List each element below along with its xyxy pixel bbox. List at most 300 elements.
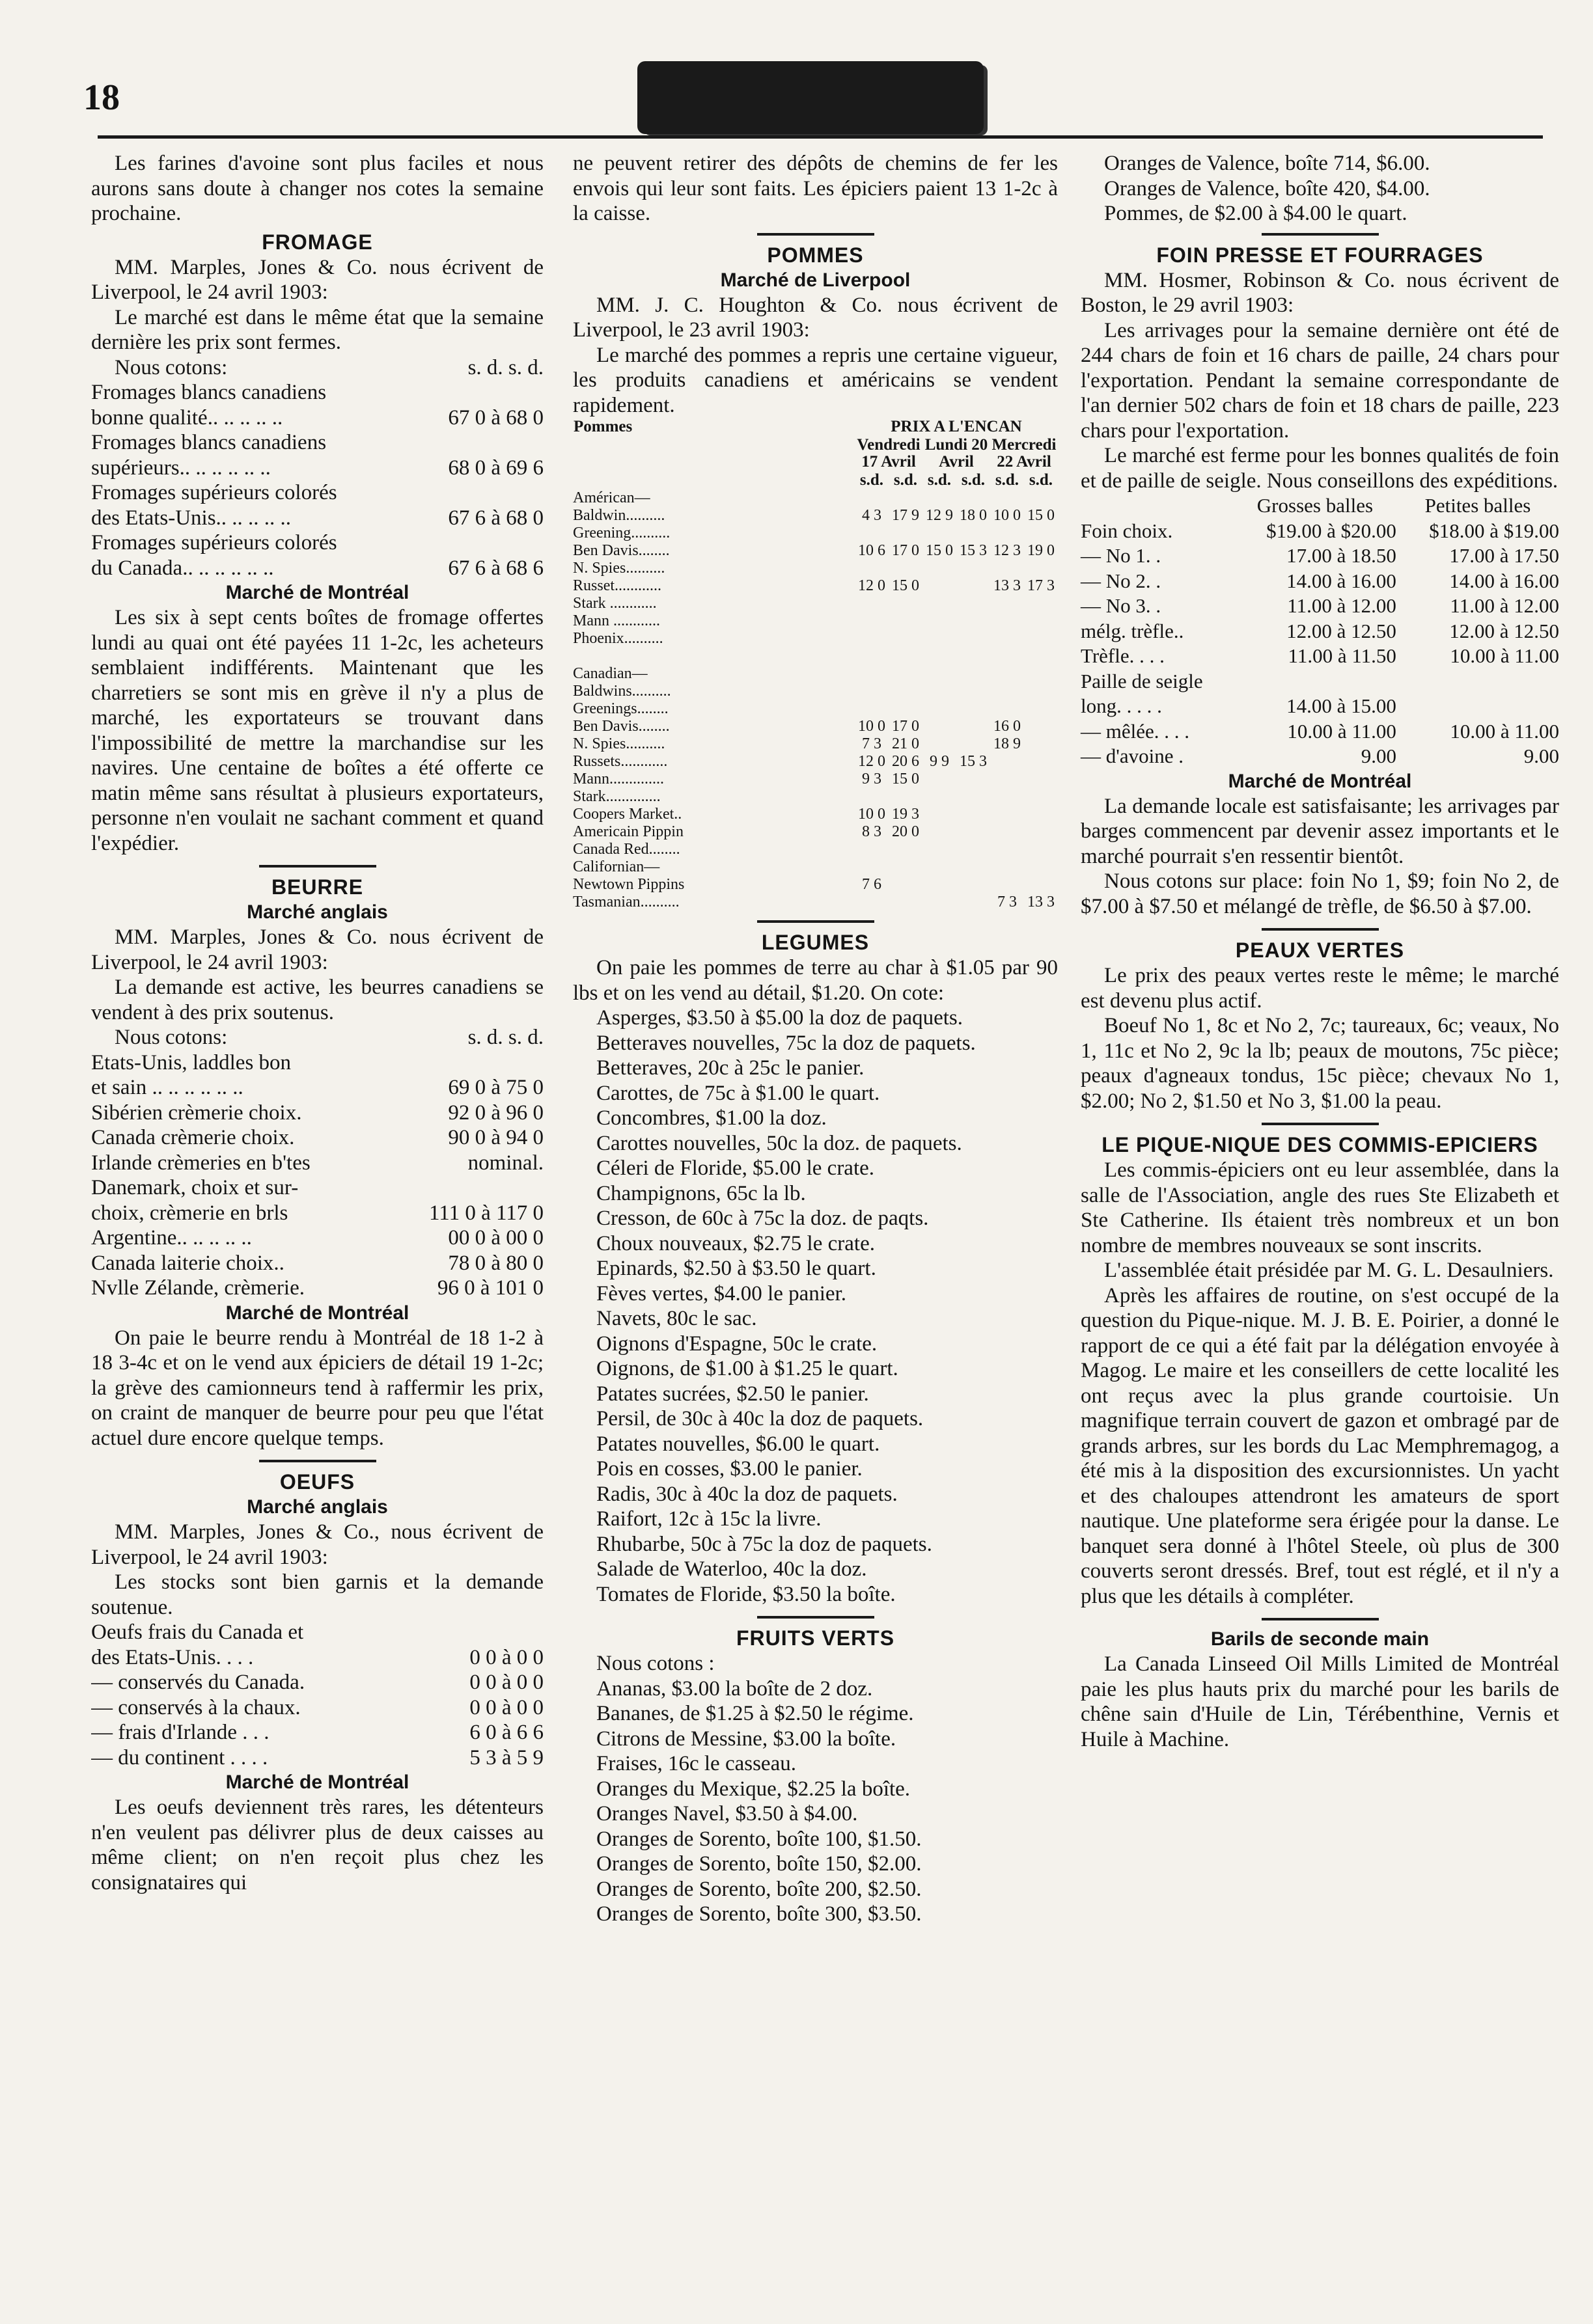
list-item: Betteraves, 20c à 25c le panier. bbox=[596, 1056, 865, 1080]
oeufs-montreal-text: Les oeufs deviennent très rares, les détenteurs n'en veulent pas délivrer plus de deux caisses au même client; on n'en reçoit plus chez les consignataires qui bbox=[91, 1796, 544, 1894]
price-row bbox=[91, 556, 544, 581]
apple-price bbox=[1024, 630, 1058, 648]
apple-price bbox=[889, 876, 922, 894]
beurre-intro: MM. Marples, Jones & Co. nous écrivent de Liverpool, le 24 avril 1903: bbox=[91, 925, 544, 974]
section-title-barils: Barils de seconde main bbox=[1210, 1628, 1430, 1650]
list-item: Oignons d'Espagne, 50c le crate. bbox=[596, 1332, 878, 1356]
apple-variety: Ben Davis........ bbox=[573, 542, 670, 559]
section-title-foin: FOIN PRESSE ET FOURRAGES bbox=[1156, 243, 1484, 267]
price-label: Fromages blancs canadiens bbox=[91, 381, 327, 404]
price-row bbox=[91, 480, 544, 506]
apple-variety: Stark.............. bbox=[573, 788, 661, 805]
apple-price bbox=[855, 489, 889, 507]
apple-price: 10 0 bbox=[858, 806, 885, 823]
list-item: Radis, 30c à 40c la doz de paquets. bbox=[596, 1482, 898, 1506]
fromage-price-list bbox=[91, 380, 544, 581]
apple-price: 18 0 bbox=[960, 507, 987, 524]
apple-price bbox=[956, 718, 990, 735]
list-item: Salade de Waterloo, 40c la doz. bbox=[596, 1557, 867, 1581]
apple-variety: Greening.......... bbox=[573, 525, 671, 541]
apple-price: 12 0 bbox=[858, 753, 885, 770]
section-divider bbox=[1262, 1618, 1379, 1620]
table-row bbox=[573, 823, 1058, 841]
apple-price bbox=[956, 525, 990, 542]
beurre-price-list bbox=[91, 1050, 544, 1301]
apple-price bbox=[990, 525, 1024, 542]
apple-price: 12 9 bbox=[926, 507, 953, 524]
apple-price bbox=[990, 841, 1024, 858]
apple-price bbox=[956, 788, 990, 806]
apple-price bbox=[922, 577, 956, 595]
apple-variety: Stark ............ bbox=[573, 595, 657, 612]
apple-price bbox=[855, 841, 889, 858]
apple-price bbox=[1024, 525, 1058, 542]
list-item: Céleri de Floride, $5.00 le crate. bbox=[596, 1156, 875, 1180]
apple-variety bbox=[573, 648, 855, 665]
hay-col-header: Grosses balles bbox=[1256, 494, 1374, 517]
price-row bbox=[91, 1151, 544, 1176]
price-label: supérieurs.. .. .. .. .. .. bbox=[91, 456, 271, 480]
apple-price: 21 0 bbox=[892, 735, 919, 752]
subsection-title: Marché anglais bbox=[247, 1496, 388, 1518]
apple-price bbox=[956, 771, 990, 788]
price-value: nominal. bbox=[467, 1151, 544, 1175]
peaux-paragraph-2: Boeuf No 1, 8c et No 2, 7c; taureaux, 6c; veaux, No 1, 11c et No 2, 9c la lb; peaux de moutons, 75c pièce; peaux d'agneaux tondus, 15c pièce; chevaux No 1, $2.00; No 2, $1.50 et No 3, $1.00 la peau. bbox=[1081, 1014, 1559, 1113]
table-row bbox=[573, 665, 1058, 683]
apple-price bbox=[990, 788, 1024, 806]
apple-price bbox=[889, 665, 922, 683]
list-item: Carottes nouvelles, 50c la doz. de paquets. bbox=[596, 1131, 962, 1155]
table-row bbox=[573, 489, 1058, 507]
hay-grade: — mêlée. . . . bbox=[1081, 719, 1190, 743]
hay-price: 10.00 à 11.00 bbox=[1287, 719, 1396, 743]
list-item: Patates nouvelles, $6.00 le quart. bbox=[596, 1432, 880, 1456]
apple-price bbox=[990, 823, 1024, 841]
day-header: Mercredi 22 Avril bbox=[991, 436, 1057, 471]
section-title-fruits: FRUITS VERTS bbox=[736, 1626, 895, 1650]
list-item: Oranges du Mexique, $2.25 la boîte. bbox=[596, 1777, 911, 1801]
column-3 bbox=[1081, 151, 1559, 1752]
table-row bbox=[573, 612, 1058, 630]
list-item: Oignons, de $1.00 à $1.25 le quart. bbox=[596, 1357, 898, 1380]
hay-price: $18.00 à $19.00 bbox=[1429, 519, 1559, 542]
table-row bbox=[573, 542, 1058, 560]
apple-price bbox=[855, 894, 889, 911]
price-label: — conservés du Canada. bbox=[91, 1671, 305, 1694]
price-row bbox=[91, 1276, 544, 1301]
unit-header: s.d. bbox=[1029, 471, 1053, 489]
price-row bbox=[91, 1620, 544, 1645]
apple-price bbox=[990, 700, 1024, 718]
price-label: Canada crèmerie choix. bbox=[91, 1126, 295, 1149]
orange-price-list bbox=[1081, 151, 1559, 226]
apple-price bbox=[956, 560, 990, 577]
list-item: Tomates de Floride, $3.50 la boîte. bbox=[596, 1582, 896, 1606]
apple-price bbox=[956, 489, 990, 507]
list-item: Navets, 80c le sac. bbox=[596, 1307, 757, 1330]
price-label: — du continent . . . . bbox=[91, 1745, 268, 1770]
price-value: 67 6 à 68 6 bbox=[448, 556, 544, 580]
apple-price bbox=[1024, 858, 1058, 876]
apple-price: 18 9 bbox=[993, 735, 1021, 752]
intro-paragraph: Les farines d'avoine sont plus faciles et nous aurons sans doute à changer nos cotes la semaine prochaine. bbox=[91, 152, 544, 225]
apple-price bbox=[855, 700, 889, 718]
list-item: Persil, de 30c à 40c la doz de paquets. bbox=[596, 1407, 924, 1430]
apple-price: 15 3 bbox=[960, 542, 987, 559]
apple-price bbox=[956, 612, 990, 630]
hay-price: 11.00 à 12.00 bbox=[1287, 594, 1396, 617]
table-row bbox=[573, 683, 1058, 700]
table-row bbox=[1081, 644, 1559, 669]
subsection-title: Marché de Montréal bbox=[1228, 770, 1412, 792]
list-item: Fèves vertes, $4.00 le panier. bbox=[596, 1281, 846, 1306]
apple-price bbox=[889, 560, 922, 577]
list-item: Oranges de Valence, boîte 714, $6.00. bbox=[1104, 152, 1430, 175]
hay-price: 11.00 à 11.50 bbox=[1288, 644, 1396, 667]
legumes-paragraph: On paie les pommes de terre au char à $1.05 par 90 lbs et on les vend au détail, $1.20. On cote: bbox=[573, 956, 1058, 1005]
price-value: 69 0 à 75 0 bbox=[448, 1076, 544, 1099]
apple-variety: Baldwin.......... bbox=[573, 507, 665, 524]
price-row bbox=[91, 430, 544, 456]
price-label: Argentine.. .. .. .. .. bbox=[91, 1226, 252, 1250]
apple-price: 10 6 bbox=[858, 542, 885, 559]
section-divider bbox=[757, 233, 874, 236]
list-item: Epinards, $2.50 à $3.50 le quart. bbox=[596, 1257, 876, 1280]
price-row bbox=[91, 1745, 544, 1771]
price-label: Canada laiterie choix.. bbox=[91, 1251, 284, 1275]
table-row bbox=[573, 718, 1058, 735]
apple-price bbox=[990, 683, 1024, 700]
hay-price: 12.00 à 12.50 bbox=[1286, 619, 1396, 642]
list-item: Carottes, de 75c à $1.00 le quart. bbox=[596, 1081, 880, 1105]
hay-price: 14.00 à 16.00 bbox=[1286, 569, 1396, 592]
hay-price: 9.00 bbox=[1361, 745, 1396, 767]
apple-variety: Ben Davis........ bbox=[573, 718, 670, 735]
apple-price bbox=[922, 788, 956, 806]
price-row bbox=[91, 1251, 544, 1276]
table-row bbox=[1081, 719, 1559, 745]
section-title-beurre: BEURRE bbox=[271, 875, 364, 899]
price-row bbox=[91, 530, 544, 556]
apple-price: 15 0 bbox=[926, 542, 953, 559]
apple-variety: Coopers Market.. bbox=[573, 806, 682, 823]
hay-col-header: Petites balles bbox=[1424, 494, 1531, 517]
fruits-list bbox=[573, 1676, 1058, 1927]
apple-price bbox=[990, 612, 1024, 630]
section-divider bbox=[1262, 233, 1379, 236]
list-item: Fraises, 16c le casseau. bbox=[596, 1752, 796, 1775]
apple-price bbox=[889, 700, 922, 718]
apple-price bbox=[889, 683, 922, 700]
apple-price bbox=[1024, 823, 1058, 841]
apple-variety: Canada Red........ bbox=[573, 841, 680, 858]
price-header bbox=[91, 1025, 544, 1050]
apple-price bbox=[990, 665, 1024, 683]
fromage-intro: MM. Marples, Jones & Co. nous écrivent de Liverpool, le 24 avril 1903: bbox=[91, 255, 544, 304]
table-row bbox=[573, 525, 1058, 542]
apple-price bbox=[956, 648, 990, 665]
unit-header: s.d. bbox=[927, 471, 952, 489]
apple-variety: Canadian— bbox=[573, 665, 648, 682]
apple-auction-table bbox=[573, 418, 1058, 911]
price-row bbox=[91, 1125, 544, 1151]
apple-price bbox=[956, 595, 990, 612]
apple-price bbox=[956, 823, 990, 841]
section-title-piquenique: LE PIQUE-NIQUE DES COMMIS-EPICIERS bbox=[1101, 1133, 1538, 1156]
day-header: Lundi 20 Avril bbox=[924, 436, 988, 471]
table-col-label: Pommes bbox=[574, 418, 633, 435]
apple-price bbox=[990, 858, 1024, 876]
hay-price: 10.00 à 11.00 bbox=[1450, 644, 1559, 667]
unit-header: s.d. bbox=[859, 471, 884, 489]
pommes-intro: MM. J. C. Houghton & Co. nous écrivent de Liverpool, le 23 avril 1903: bbox=[573, 293, 1058, 342]
list-item: Oranges de Valence, boîte 420, $4.00. bbox=[1104, 176, 1430, 200]
list-item: Oranges de Sorento, boîte 150, $2.00. bbox=[596, 1852, 922, 1876]
price-label: Irlande crèmeries en b'tes bbox=[91, 1151, 311, 1175]
apple-price bbox=[956, 876, 990, 894]
list-item: Concombres, $1.00 la doz. bbox=[596, 1106, 827, 1130]
column-2 bbox=[573, 151, 1058, 1927]
apple-price bbox=[855, 612, 889, 630]
table-row bbox=[573, 753, 1058, 771]
hay-grade: Foin choix. bbox=[1081, 519, 1173, 542]
header-rule bbox=[98, 135, 1543, 139]
oeufs-price-list bbox=[91, 1620, 544, 1770]
apple-price bbox=[956, 806, 990, 823]
table-row bbox=[1081, 669, 1559, 694]
hay-price: $19.00 à $20.00 bbox=[1266, 519, 1396, 542]
cotons-label: Nous cotons: bbox=[115, 355, 228, 379]
section-divider bbox=[1262, 1123, 1379, 1125]
apple-price bbox=[922, 894, 956, 911]
apple-price bbox=[922, 823, 956, 841]
subsection-title: Marché de Liverpool bbox=[720, 269, 911, 291]
section-divider bbox=[757, 1616, 874, 1619]
unit-header: s. d. s. d. bbox=[467, 1026, 544, 1049]
apple-price bbox=[855, 525, 889, 542]
hay-price bbox=[1234, 669, 1396, 694]
apple-variety: Russet............ bbox=[573, 577, 662, 594]
apple-price: 17 9 bbox=[892, 507, 919, 524]
apple-price bbox=[1024, 718, 1058, 735]
apple-price bbox=[922, 648, 956, 665]
apple-price bbox=[889, 858, 922, 876]
price-value: 0 0 à 0 0 bbox=[469, 1671, 544, 1694]
hay-price bbox=[1396, 694, 1559, 719]
apple-price: 13 3 bbox=[1027, 894, 1055, 910]
table-row bbox=[573, 735, 1058, 753]
list-item: Choux nouveaux, $2.75 le crate. bbox=[596, 1231, 875, 1255]
apple-variety: Californian— bbox=[573, 858, 660, 875]
hay-price bbox=[1396, 669, 1559, 694]
apple-price bbox=[1024, 560, 1058, 577]
apple-price: 10 0 bbox=[993, 507, 1021, 524]
price-value: 111 0 à 117 0 bbox=[429, 1201, 544, 1225]
apple-price bbox=[1024, 876, 1058, 894]
table-row bbox=[573, 700, 1058, 718]
list-item: Asperges, $3.50 à $5.00 la doz de paquets. bbox=[596, 1006, 963, 1030]
foin-montreal-text-2: Nous cotons sur place: foin No 1, $9; foin No 2, de $7.00 à $7.50 et mélangé de trèfle, de $6.50 à $7.00. bbox=[1081, 869, 1559, 918]
hay-grade: Paille de seigle bbox=[1081, 669, 1203, 692]
price-label: choix, crèmerie en brls bbox=[91, 1201, 288, 1225]
list-item: Citrons de Messine, $3.00 la boîte. bbox=[596, 1727, 896, 1751]
list-item: Cresson, de 60c à 75c la doz. de paqts. bbox=[596, 1207, 929, 1230]
price-label: bonne qualité.. .. .. .. .. bbox=[91, 405, 283, 430]
apple-price bbox=[990, 489, 1024, 507]
list-item: Oranges Navel, $3.50 à $4.00. bbox=[596, 1802, 858, 1825]
price-label: Fromages supérieurs colorés bbox=[91, 531, 337, 554]
price-row bbox=[91, 1175, 544, 1201]
apple-variety: N. Spies.......... bbox=[573, 735, 665, 752]
apple-variety: Greenings........ bbox=[573, 700, 669, 717]
price-row bbox=[91, 1695, 544, 1721]
oeufs-paragraph: Les stocks sont bien garnis et la demande soutenue. bbox=[91, 1570, 544, 1619]
apple-price: 15 0 bbox=[892, 577, 919, 594]
apple-price bbox=[1024, 595, 1058, 612]
apple-price bbox=[1024, 612, 1058, 630]
apple-price bbox=[990, 560, 1024, 577]
column-1 bbox=[91, 151, 544, 1895]
apple-price bbox=[990, 630, 1024, 648]
list-item: Oranges de Sorento, boîte 100, $1.50. bbox=[596, 1827, 922, 1851]
apple-price: 9 9 bbox=[930, 753, 949, 770]
section-divider bbox=[259, 1460, 376, 1462]
apple-price bbox=[922, 665, 956, 683]
apple-price: 17 0 bbox=[892, 542, 919, 559]
price-label: Danemark, choix et sur- bbox=[91, 1176, 299, 1199]
apple-variety: Newtown Pippins bbox=[573, 876, 685, 893]
hay-grade: — d'avoine . bbox=[1081, 745, 1184, 767]
day-header: Vendredi 17 Avril bbox=[857, 436, 921, 471]
unit-header: s. d. s. d. bbox=[467, 355, 544, 379]
list-item: Champignons, 65c la lb. bbox=[596, 1181, 806, 1205]
apple-price bbox=[956, 894, 990, 911]
apple-price bbox=[1024, 841, 1058, 858]
apple-price bbox=[990, 876, 1024, 894]
price-row bbox=[91, 405, 544, 431]
apple-price: 15 3 bbox=[960, 753, 987, 770]
apple-price bbox=[922, 525, 956, 542]
fromage-montreal-text: Les six à sept cents boîtes de fromage offertes lundi au quai ont été payées 11 1-2c, les acheteurs semblaient indifférents. Maintenant que les charretiers se sont mis en grève il n'y a plus de marché, les exportateurs se trouvant dans l'impossibilité de mettre la marchandise sur les navires. Une centaine de boîtes a été offerte ce matin même sans résultat à plusieurs exportateurs, personne n'en voulait ne sachant comment et quand l'expédier. bbox=[91, 606, 544, 855]
apple-price bbox=[922, 735, 956, 753]
apple-price bbox=[889, 612, 922, 630]
apple-price bbox=[855, 858, 889, 876]
apple-price: 8 3 bbox=[862, 823, 881, 840]
price-value: 0 0 à 0 0 bbox=[469, 1695, 544, 1719]
apple-price: 15 0 bbox=[892, 771, 919, 787]
price-value: 00 0 à 00 0 bbox=[448, 1226, 544, 1250]
apple-price bbox=[922, 612, 956, 630]
price-header bbox=[91, 355, 544, 381]
hay-price: 11.00 à 12.00 bbox=[1450, 594, 1559, 617]
apple-price bbox=[956, 683, 990, 700]
price-value: 78 0 à 80 0 bbox=[448, 1251, 544, 1275]
apple-price: 12 3 bbox=[993, 542, 1021, 559]
apple-price bbox=[922, 718, 956, 735]
apple-price: 19 0 bbox=[1027, 542, 1055, 559]
price-label: — frais d'Irlande . . . bbox=[91, 1721, 270, 1744]
price-row bbox=[91, 1201, 544, 1226]
table-row bbox=[573, 788, 1058, 806]
apple-price bbox=[1024, 665, 1058, 683]
apple-price bbox=[855, 683, 889, 700]
apple-price: 7 3 bbox=[997, 894, 1017, 910]
beurre-paragraph: La demande est active, les beurres canadiens se vendent à des prix soutenus. bbox=[91, 976, 544, 1024]
subsection-title: Marché de Montréal bbox=[225, 1771, 409, 1793]
price-label: Etats-Unis, laddles bon bbox=[91, 1050, 292, 1074]
apple-price bbox=[889, 489, 922, 507]
apple-price bbox=[1024, 735, 1058, 753]
price-row bbox=[91, 1075, 544, 1100]
section-title-legumes: LEGUMES bbox=[761, 931, 870, 954]
hay-grade: mélg. trèfle.. bbox=[1081, 619, 1184, 642]
price-label: Nvlle Zélande, crèmerie. bbox=[91, 1276, 305, 1300]
list-item: Patates sucrées, $2.50 le panier. bbox=[596, 1382, 869, 1406]
hay-grade: Trèfle. . . . bbox=[1081, 644, 1165, 667]
apple-price bbox=[990, 771, 1024, 788]
apple-price: 12 0 bbox=[858, 577, 885, 594]
price-row bbox=[91, 1720, 544, 1745]
apple-price: 10 0 bbox=[858, 718, 885, 735]
price-value: 68 0 à 69 6 bbox=[448, 456, 544, 480]
apple-price: 17 3 bbox=[1027, 577, 1055, 594]
fruits-cotons: Nous cotons : bbox=[596, 1652, 715, 1675]
unit-header: s.d. bbox=[961, 471, 986, 489]
apple-price: 19 3 bbox=[892, 806, 919, 823]
apple-price: 4 3 bbox=[862, 507, 881, 524]
unit-header: s.d. bbox=[893, 471, 918, 489]
apple-price: 20 0 bbox=[892, 823, 919, 840]
apple-price bbox=[990, 595, 1024, 612]
apple-price bbox=[855, 648, 889, 665]
table-row bbox=[573, 630, 1058, 648]
list-item: Oranges de Sorento, boîte 300, $3.50. bbox=[596, 1902, 922, 1926]
apple-price bbox=[956, 700, 990, 718]
price-value: 67 0 à 68 0 bbox=[448, 405, 544, 430]
list-item: Raifort, 12c à 15c la livre. bbox=[596, 1507, 822, 1531]
section-divider bbox=[259, 865, 376, 868]
subsection-title: Marché anglais bbox=[247, 901, 388, 923]
apple-price: 17 0 bbox=[892, 718, 919, 735]
list-item: Betteraves nouvelles, 75c la doz de paquets. bbox=[596, 1031, 976, 1055]
apple-variety: Russets............ bbox=[573, 753, 668, 770]
foin-paragraph-2: Le marché est ferme pour les bonnes qualités de foin et de paille de seigle. Nous conseillons des expéditions. bbox=[1081, 444, 1559, 493]
apple-variety: Tasmanian.......... bbox=[573, 894, 680, 910]
apple-price bbox=[1024, 806, 1058, 823]
price-label: des Etats-Unis.. .. .. .. .. bbox=[91, 506, 292, 530]
apple-price bbox=[1024, 771, 1058, 788]
section-divider bbox=[757, 920, 874, 923]
page-number: 18 bbox=[83, 77, 120, 118]
section-title-fromage: FROMAGE bbox=[262, 230, 373, 254]
apple-price bbox=[956, 665, 990, 683]
apple-price bbox=[990, 806, 1024, 823]
table-row bbox=[573, 560, 1058, 577]
apple-price bbox=[855, 665, 889, 683]
apple-price bbox=[889, 630, 922, 648]
legumes-list bbox=[573, 1005, 1058, 1607]
beurre-montreal-text: On paie le beurre rendu à Montréal de 18 1-2 à 18 3-4c et on le vend aux épiciers de détail 19 1-2c; la grève des camionneurs tend à raffermir les prix, on craint de manquer de beurre pour peu que l'état actuel dure encore quelque temps. bbox=[91, 1326, 544, 1450]
apple-price: 15 0 bbox=[1027, 507, 1055, 524]
price-row bbox=[91, 1225, 544, 1251]
price-label: — conservés à la chaux. bbox=[91, 1695, 301, 1719]
apple-price bbox=[1024, 683, 1058, 700]
apple-price bbox=[922, 489, 956, 507]
price-value: 5 3 à 5 9 bbox=[469, 1745, 544, 1770]
table-row bbox=[1081, 744, 1559, 769]
section-title-peaux: PEAUX VERTES bbox=[1235, 938, 1405, 962]
section-title-oeufs: OEUFS bbox=[279, 1470, 355, 1494]
